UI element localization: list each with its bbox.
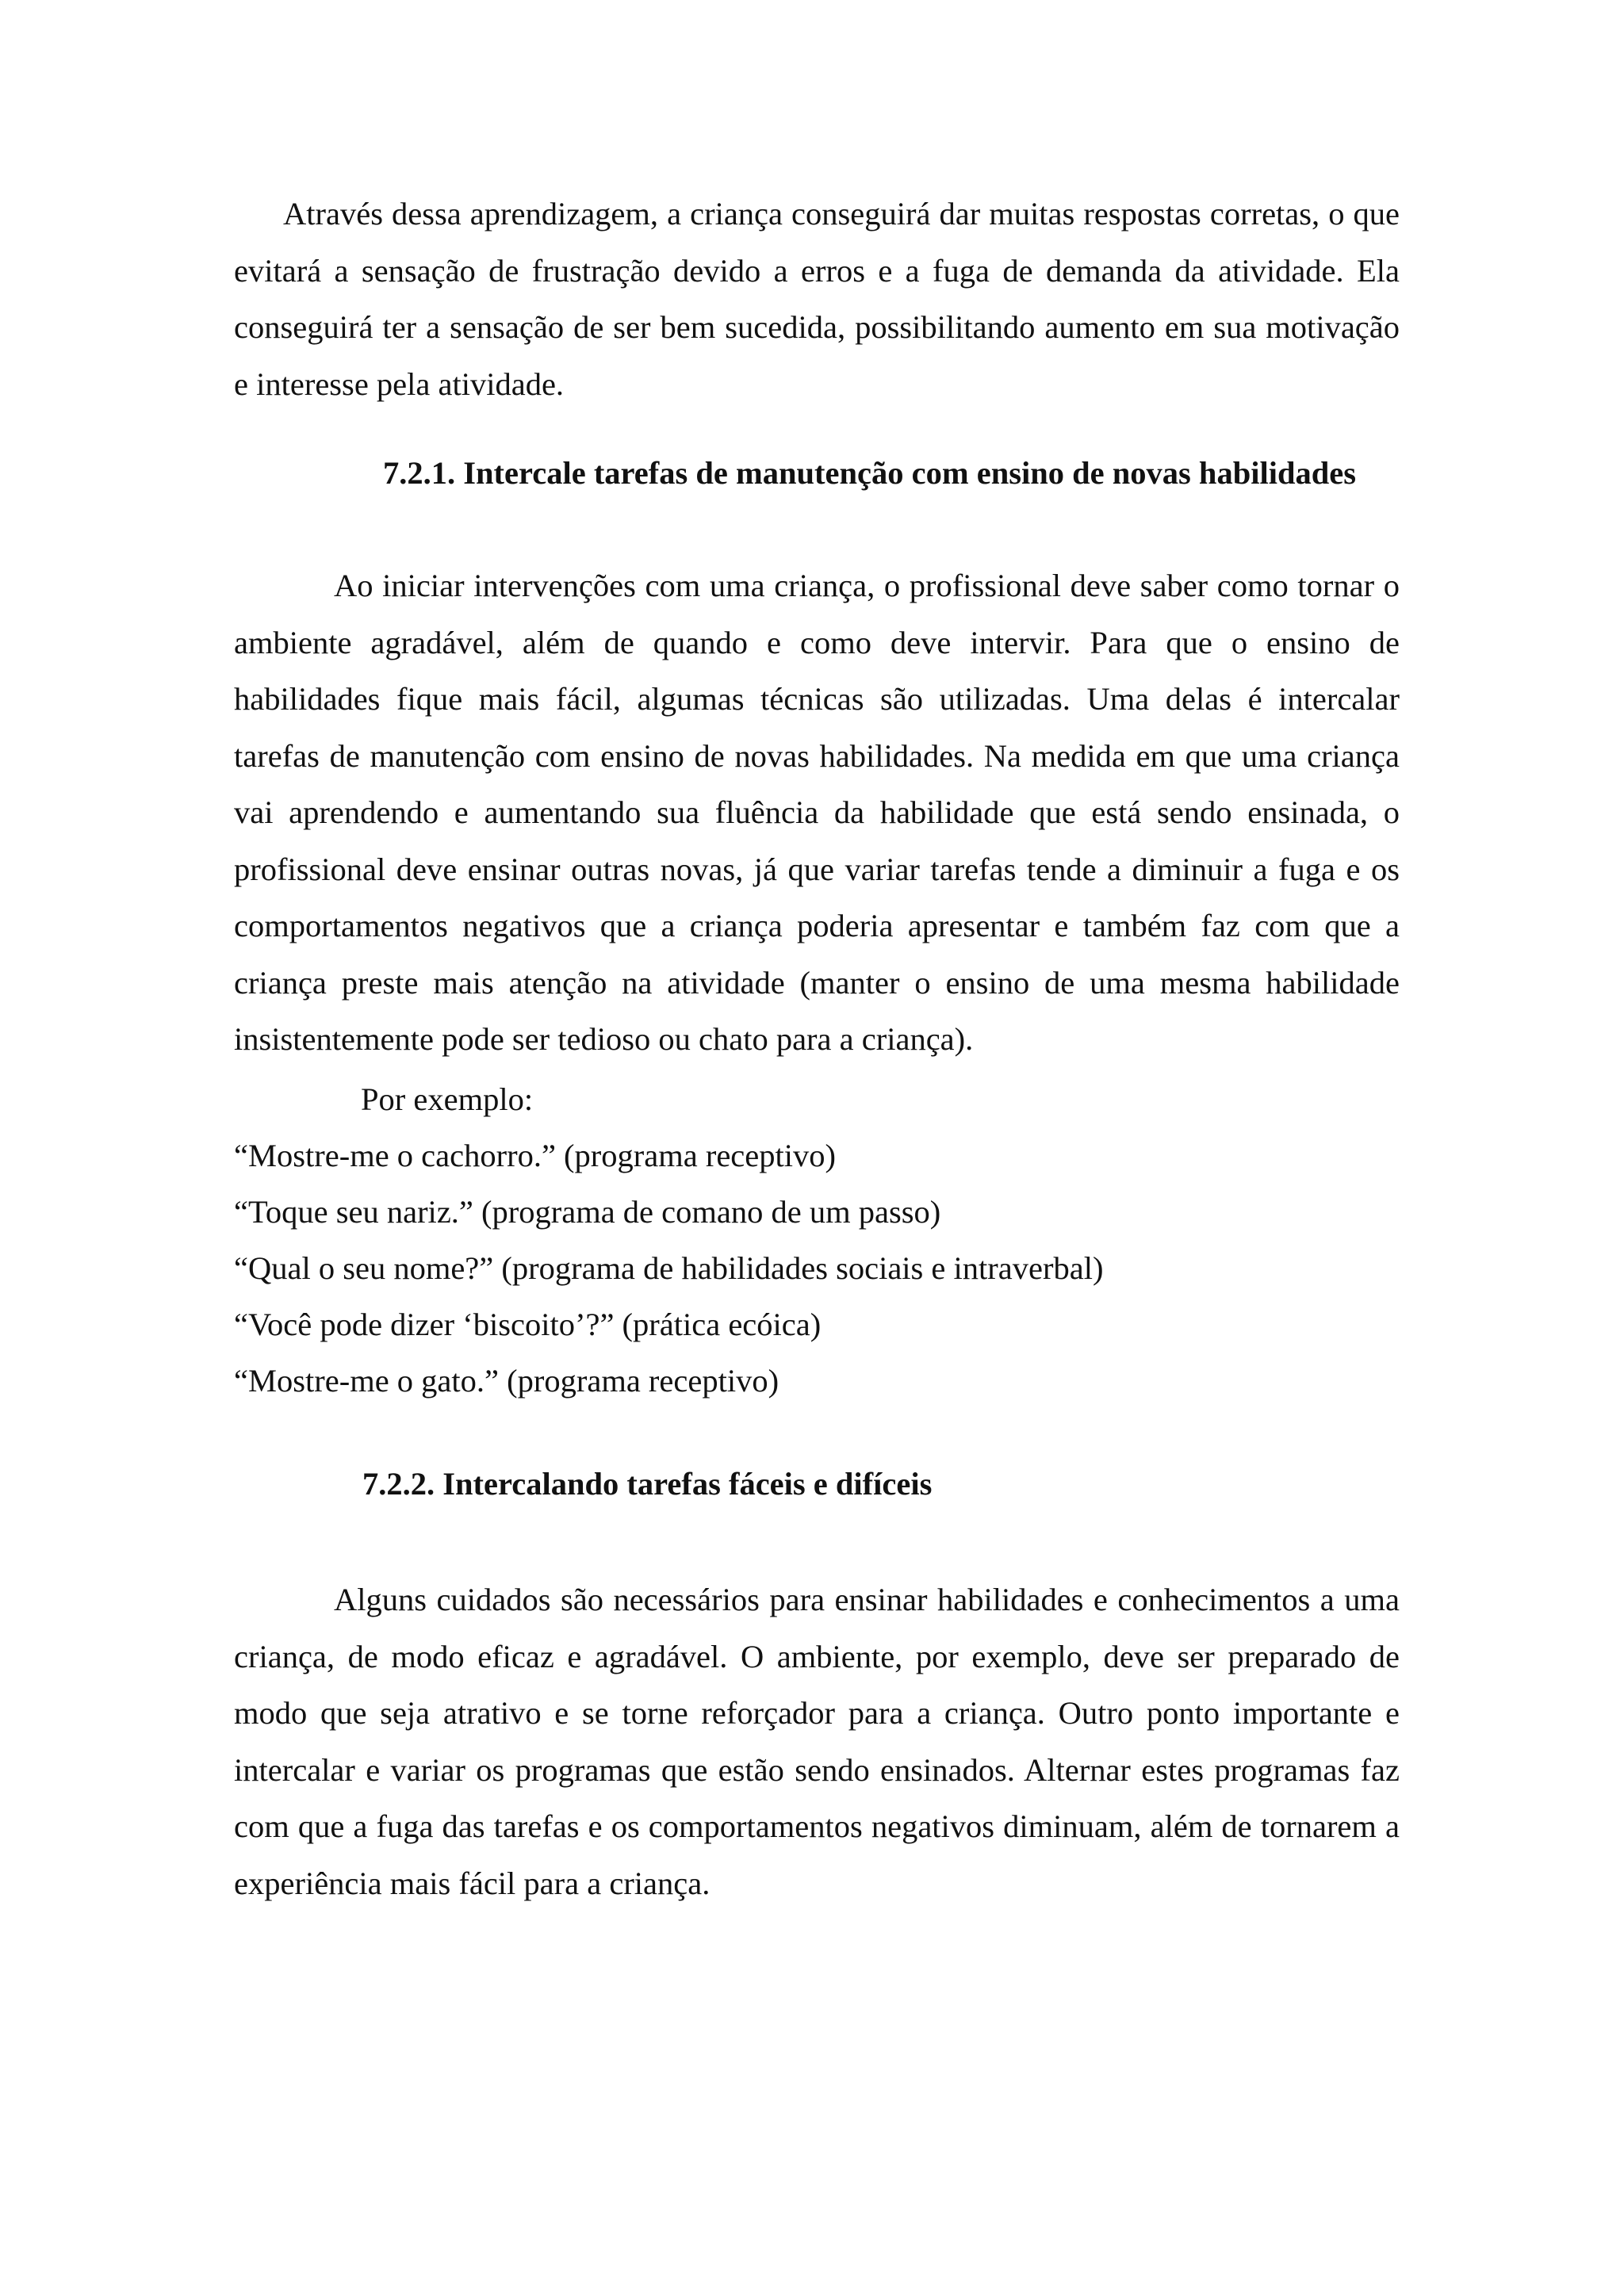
paragraph-1: Através dessa aprendizagem, a criança conseguirá dar muitas respostas corretas, o que evitará a sensação de frustração devido a erros e a fuga de demanda da atividade. Ela conseguirá ter a sensação de ser bem sucedida, possibilitando aumento em sua motivação e interesse pela atividade. bbox=[234, 196, 1400, 402]
paragraph-block-2 bbox=[234, 557, 1400, 1068]
example-item: “Toque seu nariz.” (programa de comano de um passo) bbox=[234, 1194, 941, 1230]
section-heading-7-2-1: 7.2.1. Intercale tarefas de manutenção com ensino de novas habilidades bbox=[383, 455, 1357, 491]
example-item: “Mostre-me o gato.” (programa receptivo) bbox=[234, 1363, 779, 1399]
paragraph-block-3 bbox=[234, 1571, 1400, 1911]
paragraph-block-1 bbox=[234, 186, 1400, 412]
example-item: “Mostre-me o cachorro.” (programa receptivo) bbox=[234, 1138, 836, 1173]
example-intro: Por exemplo: bbox=[361, 1081, 534, 1117]
paragraph-3: Alguns cuidados são necessários para ensinar habilidades e conhecimentos a uma criança, de modo eficaz e agradável. O ambiente, por exemplo, deve ser preparado de modo que seja atrativo e se torne reforçador para a criança. Outro ponto importante e intercalar e variar os programas que estão sendo ensinados. Alternar estes programas faz com que a fuga das tarefas e os comportamentos negativos diminuam, além de tornarem a experiência mais fácil para a criança. bbox=[234, 1582, 1400, 1901]
example-item: “Qual o seu nome?” (programa de habilidades sociais e intraverbal) bbox=[234, 1250, 1104, 1286]
example-item: “Você pode dizer ‘biscoito’?” (prática ecóica) bbox=[234, 1307, 822, 1342]
paragraph-2: Ao iniciar intervenções com uma criança, o profissional deve saber como tornar o ambiente agradável, além de quando e como deve intervir. Para que o ensino de habilidades fique mais fácil, algumas técnicas são utilizadas. Uma delas é intercalar tarefas de manutenção com ensino de novas habilidades. Na medida em que uma criança vai aprendendo e aumentando sua fluência da habilidade que está sendo ensinada, o profissional deve ensinar outras novas, já que variar tarefas tende a diminuir a fuga e os comportamentos negativos que a criança poderia apresentar e também faz com que a criança preste mais atenção na atividade (manter o ensino de uma mesma habilidade insistentemente pode ser tedioso ou chato para a criança). bbox=[234, 568, 1400, 1057]
section-heading-7-2-2: 7.2.2. Intercalando tarefas fáceis e difíceis bbox=[362, 1466, 933, 1502]
